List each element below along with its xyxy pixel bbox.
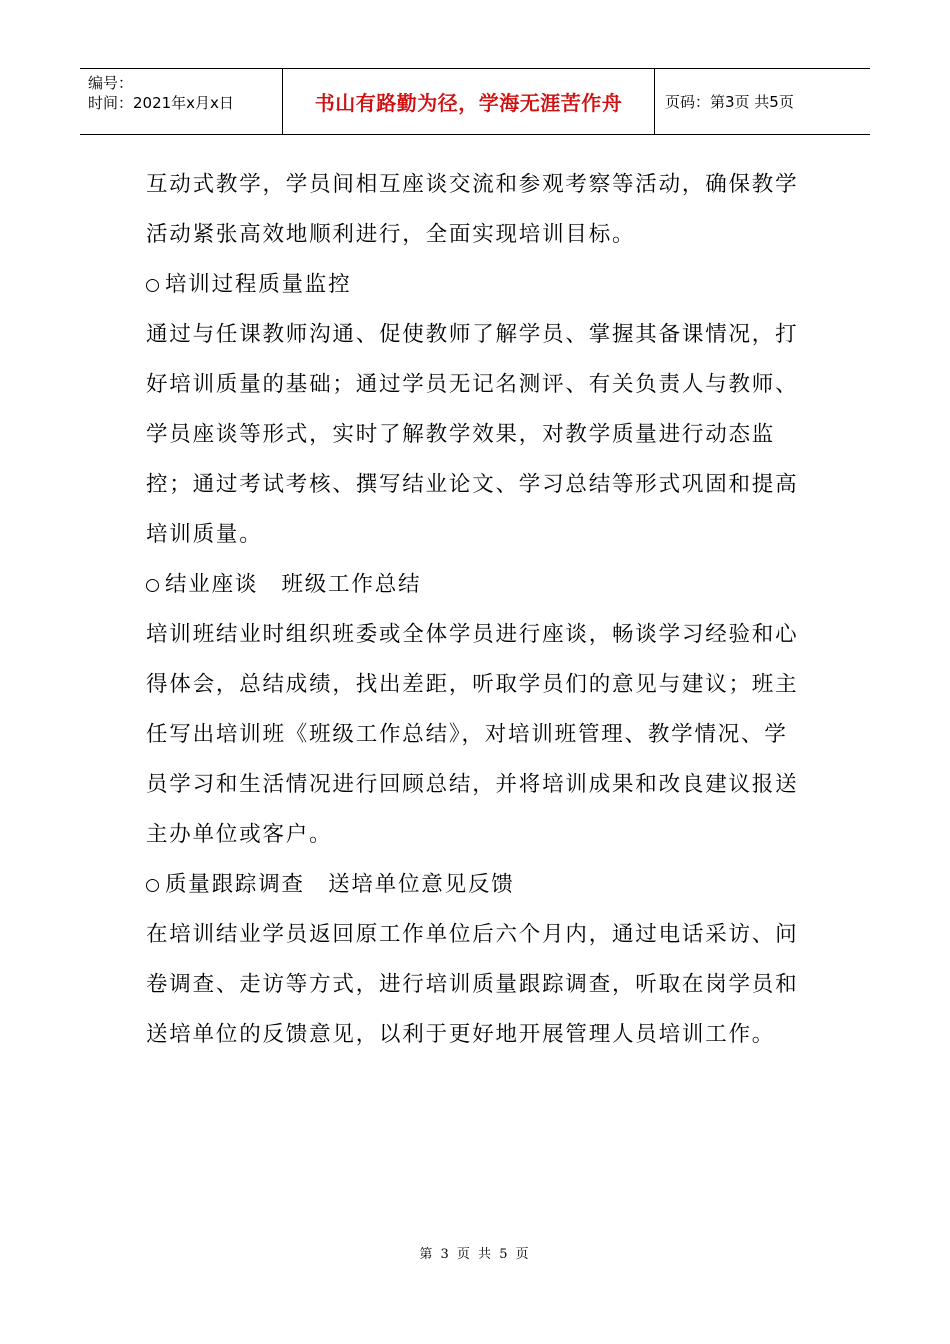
document-number-label: 编号： [88,74,134,92]
page-footer: 第 3 页 共 5 页 [419,1247,531,1262]
section-heading-text: 培训过程质量监控 [165,272,352,297]
section-heading-text: 结业座谈 班级工作总结 [165,572,422,597]
section-heading [146,860,806,910]
paragraph: 互动式教学，学员间相互座谈交流和参观考察等活动，确保教学活动紧张高效地顺利进行，全面实现培训目标。 [146,172,799,247]
paragraph: 通过与任课教师沟通、促使教师了解学员、掌握其备课情况，打好培训质量的基础；通过学员无记名测评、有关负责人与教师、学员座谈等形式，实时了解教学效果，对教学质量进行动态监控；通过考试考核、撰写结业论文、学习总结等形式巩固和提高培训质量。 [146,322,799,547]
header-meta [80,69,283,134]
section-heading [146,560,806,610]
header-page-info: 页码：第3页 共5页 [665,93,794,111]
circle-bullet-icon [146,879,159,892]
circle-bullet-icon [146,279,159,292]
document-time: 时间：2021年x月x日 [88,94,234,112]
page-header [80,68,870,135]
circle-bullet-icon [146,579,159,592]
section-heading-text: 质量跟踪调查 送培单位意见反馈 [165,872,515,897]
paragraph: 培训班结业时组织班委或全体学员进行座谈，畅谈学习经验和心得体会，总结成绩，找出差距，听取学员们的意见与建议；班主任写出培训班《班级工作总结》，对培训班管理、教学情况、学员学习和生活情况进行回顾总结，并将培训成果和改良建议报送主办单位或客户。 [146,622,799,847]
header-motto: 书山有路勤为径，学海无涯苦作舟 [283,69,655,134]
paragraph: 在培训结业学员返回原工作单位后六个月内，通过电话采访、问卷调查、走访等方式，进行培训质量跟踪调查，听取在岗学员和送培单位的反馈意见，以利于更好地开展管理人员培训工作。 [146,922,799,1047]
section-heading [146,260,806,310]
document-body [146,160,806,1060]
